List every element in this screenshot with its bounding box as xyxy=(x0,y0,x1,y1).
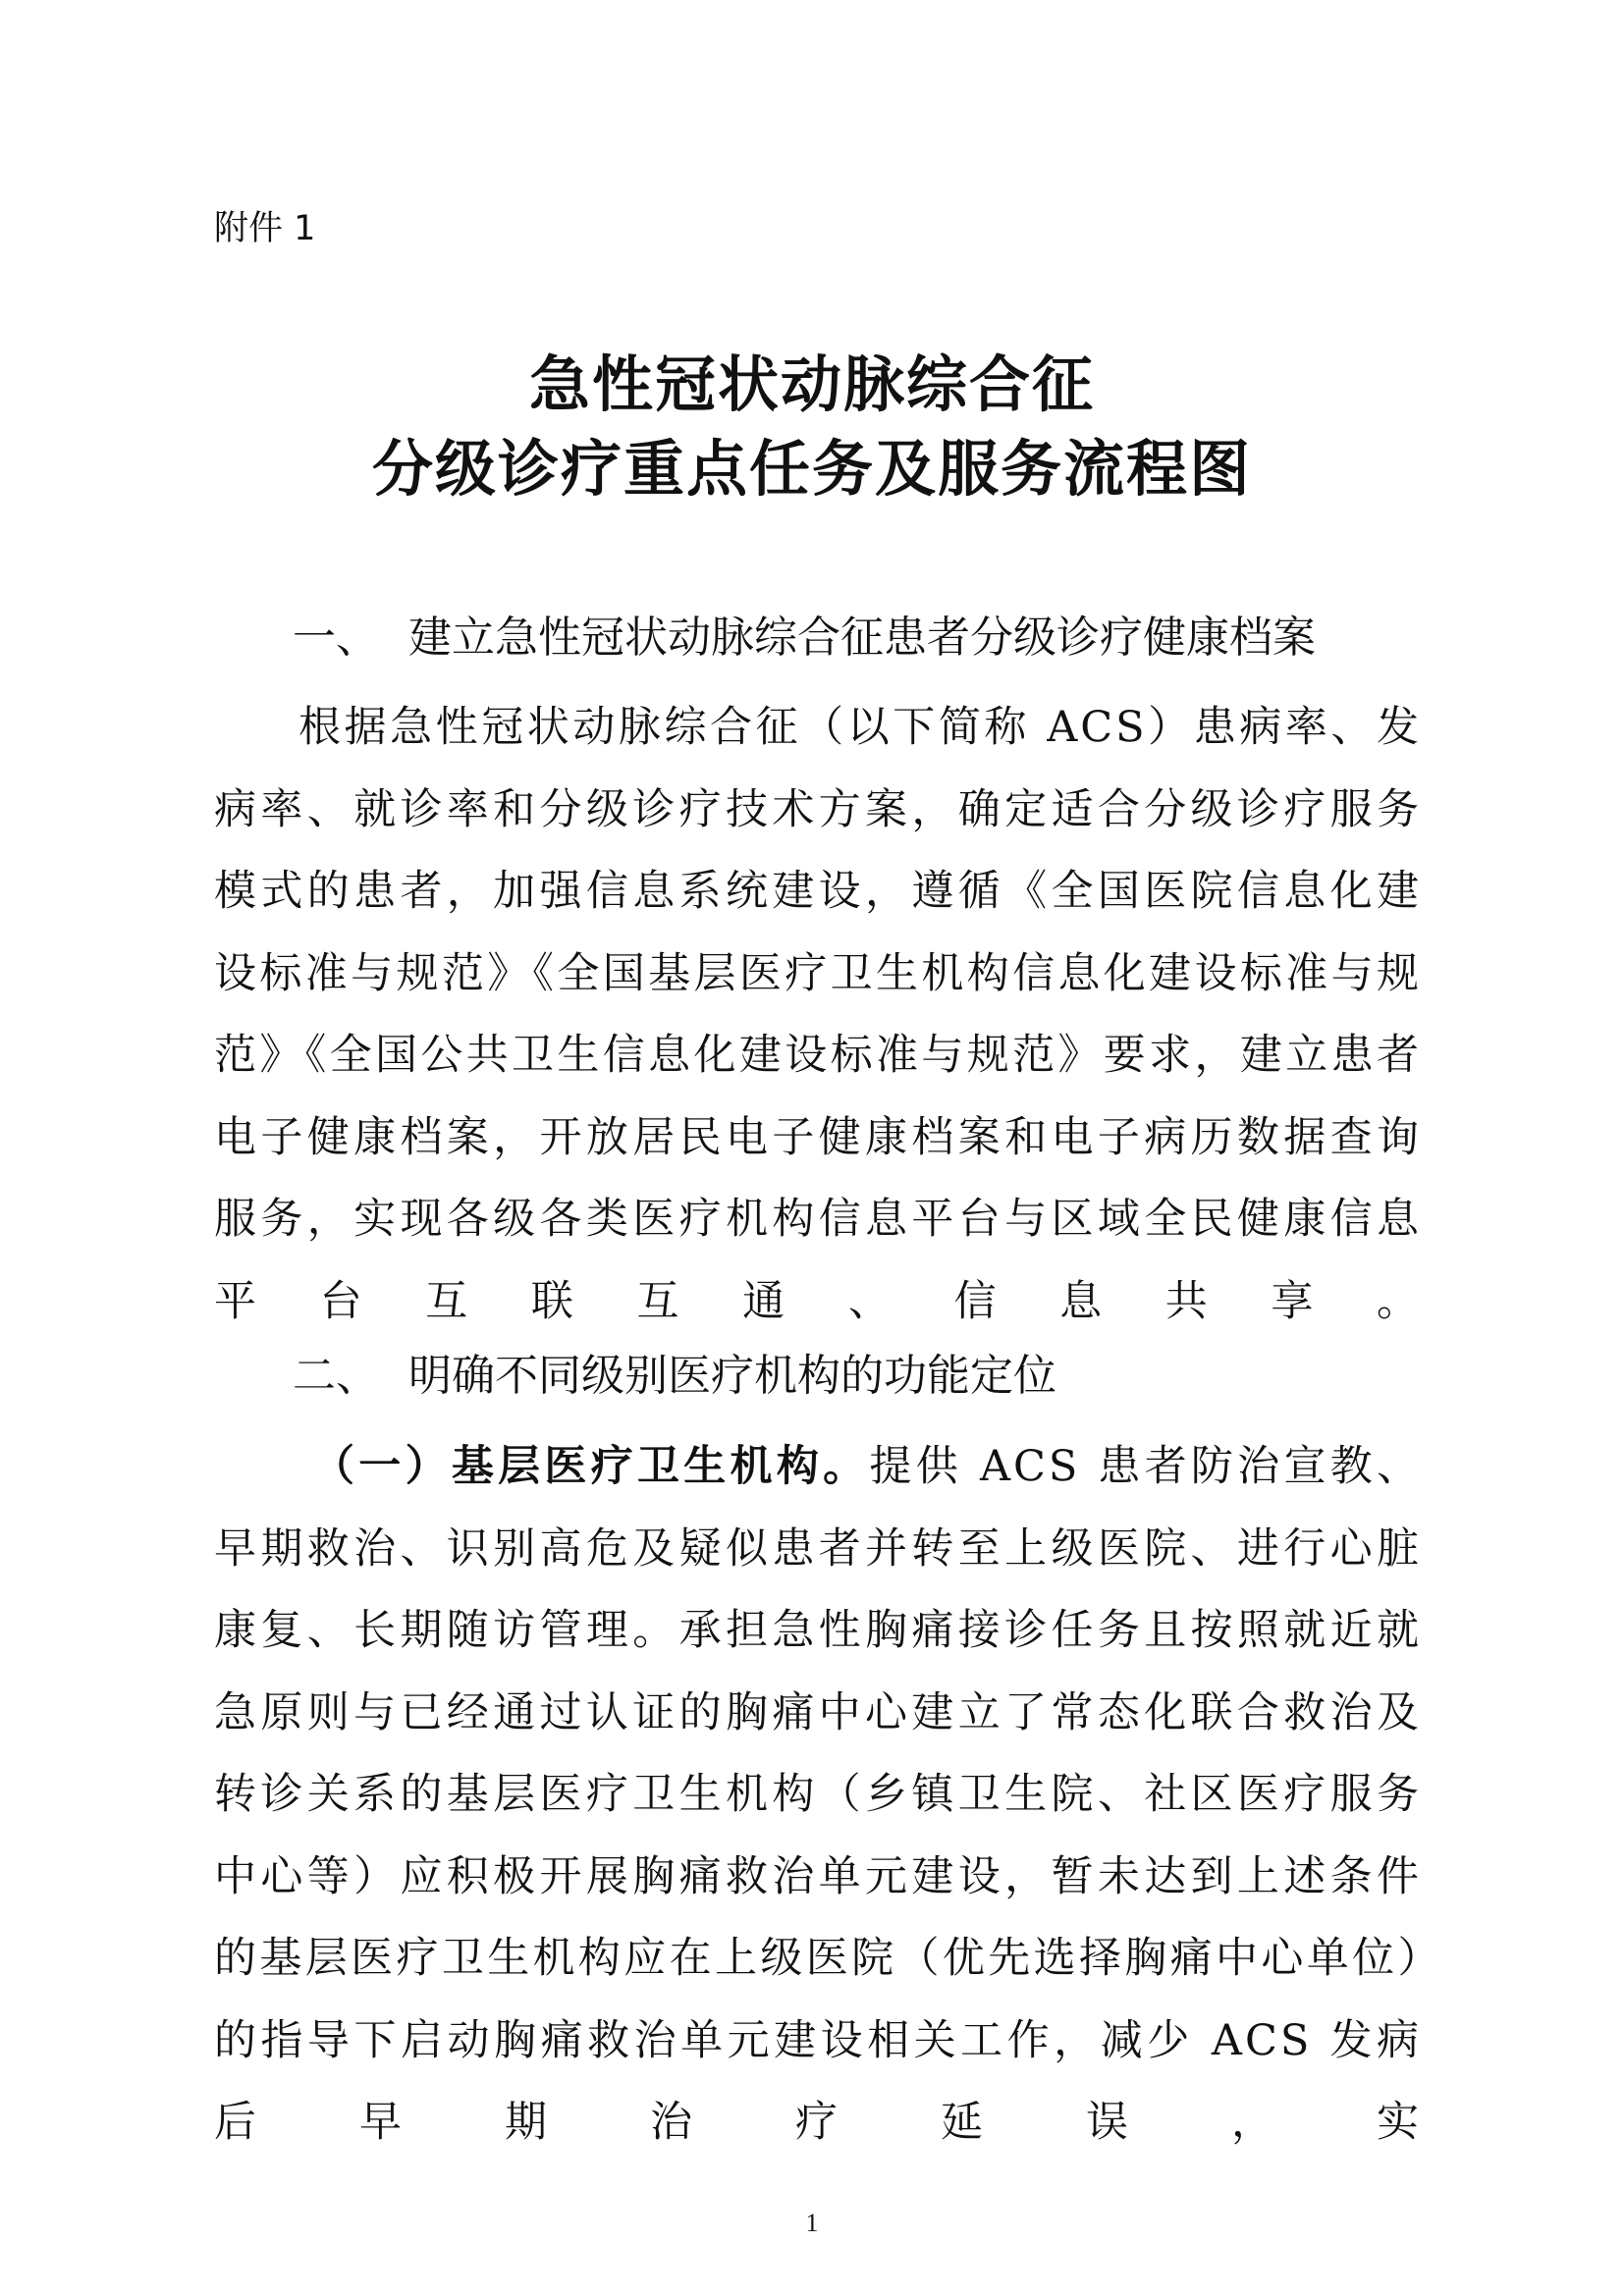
section-1-heading xyxy=(293,609,1316,667)
section-1-paragraph: 根据急性冠状动脉综合征（以下简称 ACS）患病率、发病率、就诊率和分级诊疗技术方案，确定适合分级诊疗服务模式的患者，加强信息系统建设，遵循《全国医院信息化建设标准与规范》《全国基层医疗卫生机构信息化建设标准与规范》《全国公共卫生信息化建设标准与规范》要求，建立患者电子健康档案，开放居民电子健康档案和电子病历数据查询服务，实现各级各类医疗机构信息平台与区域全民健康信息平台互联互通、信息共享。 xyxy=(214,703,1422,1326)
section-2-number: 二、 xyxy=(293,1351,379,1401)
document-title-line-1: 急性冠状动脉综合征 xyxy=(528,348,1095,420)
attachment-label: 附件 1 xyxy=(214,209,316,248)
section-2-heading xyxy=(293,1347,1056,1406)
section-1-title: 建立急性冠状动脉综合征患者分级诊疗健康档案 xyxy=(408,613,1316,663)
page-number: 1 xyxy=(805,2209,819,2237)
section-1-number: 一、 xyxy=(293,613,379,663)
subsection-1-label: （一）基层医疗卫生机构。 xyxy=(312,1442,870,1491)
section-2-title: 明确不同级别医疗机构的功能定位 xyxy=(408,1351,1056,1401)
subsection-1-body: 提供 ACS 患者防治宣教、早期救治、识别高危及疑似患者并转至上级医院、进行心脏康复、长期随访管理。承担急性胸痛接诊任务且按照就近就急原则与已经通过认证的胸痛中心建立了常态化联合救治及转诊关系的基层医疗卫生机构（乡镇卫生院、社区医疗服务中心等）应积极开展胸痛救治单元建设，暂未达到上述条件的基层医疗卫生机构应在上级医院（优先选择胸痛中心单位）的指导下启动胸痛救治单元建设相关工作，减少 ACS 发病后早期治疗延误，实 xyxy=(214,1442,1423,2147)
section-2-paragraph xyxy=(214,1426,1422,2164)
document-title-line-2: 分级诊疗重点任务及服务流程图 xyxy=(371,433,1252,505)
